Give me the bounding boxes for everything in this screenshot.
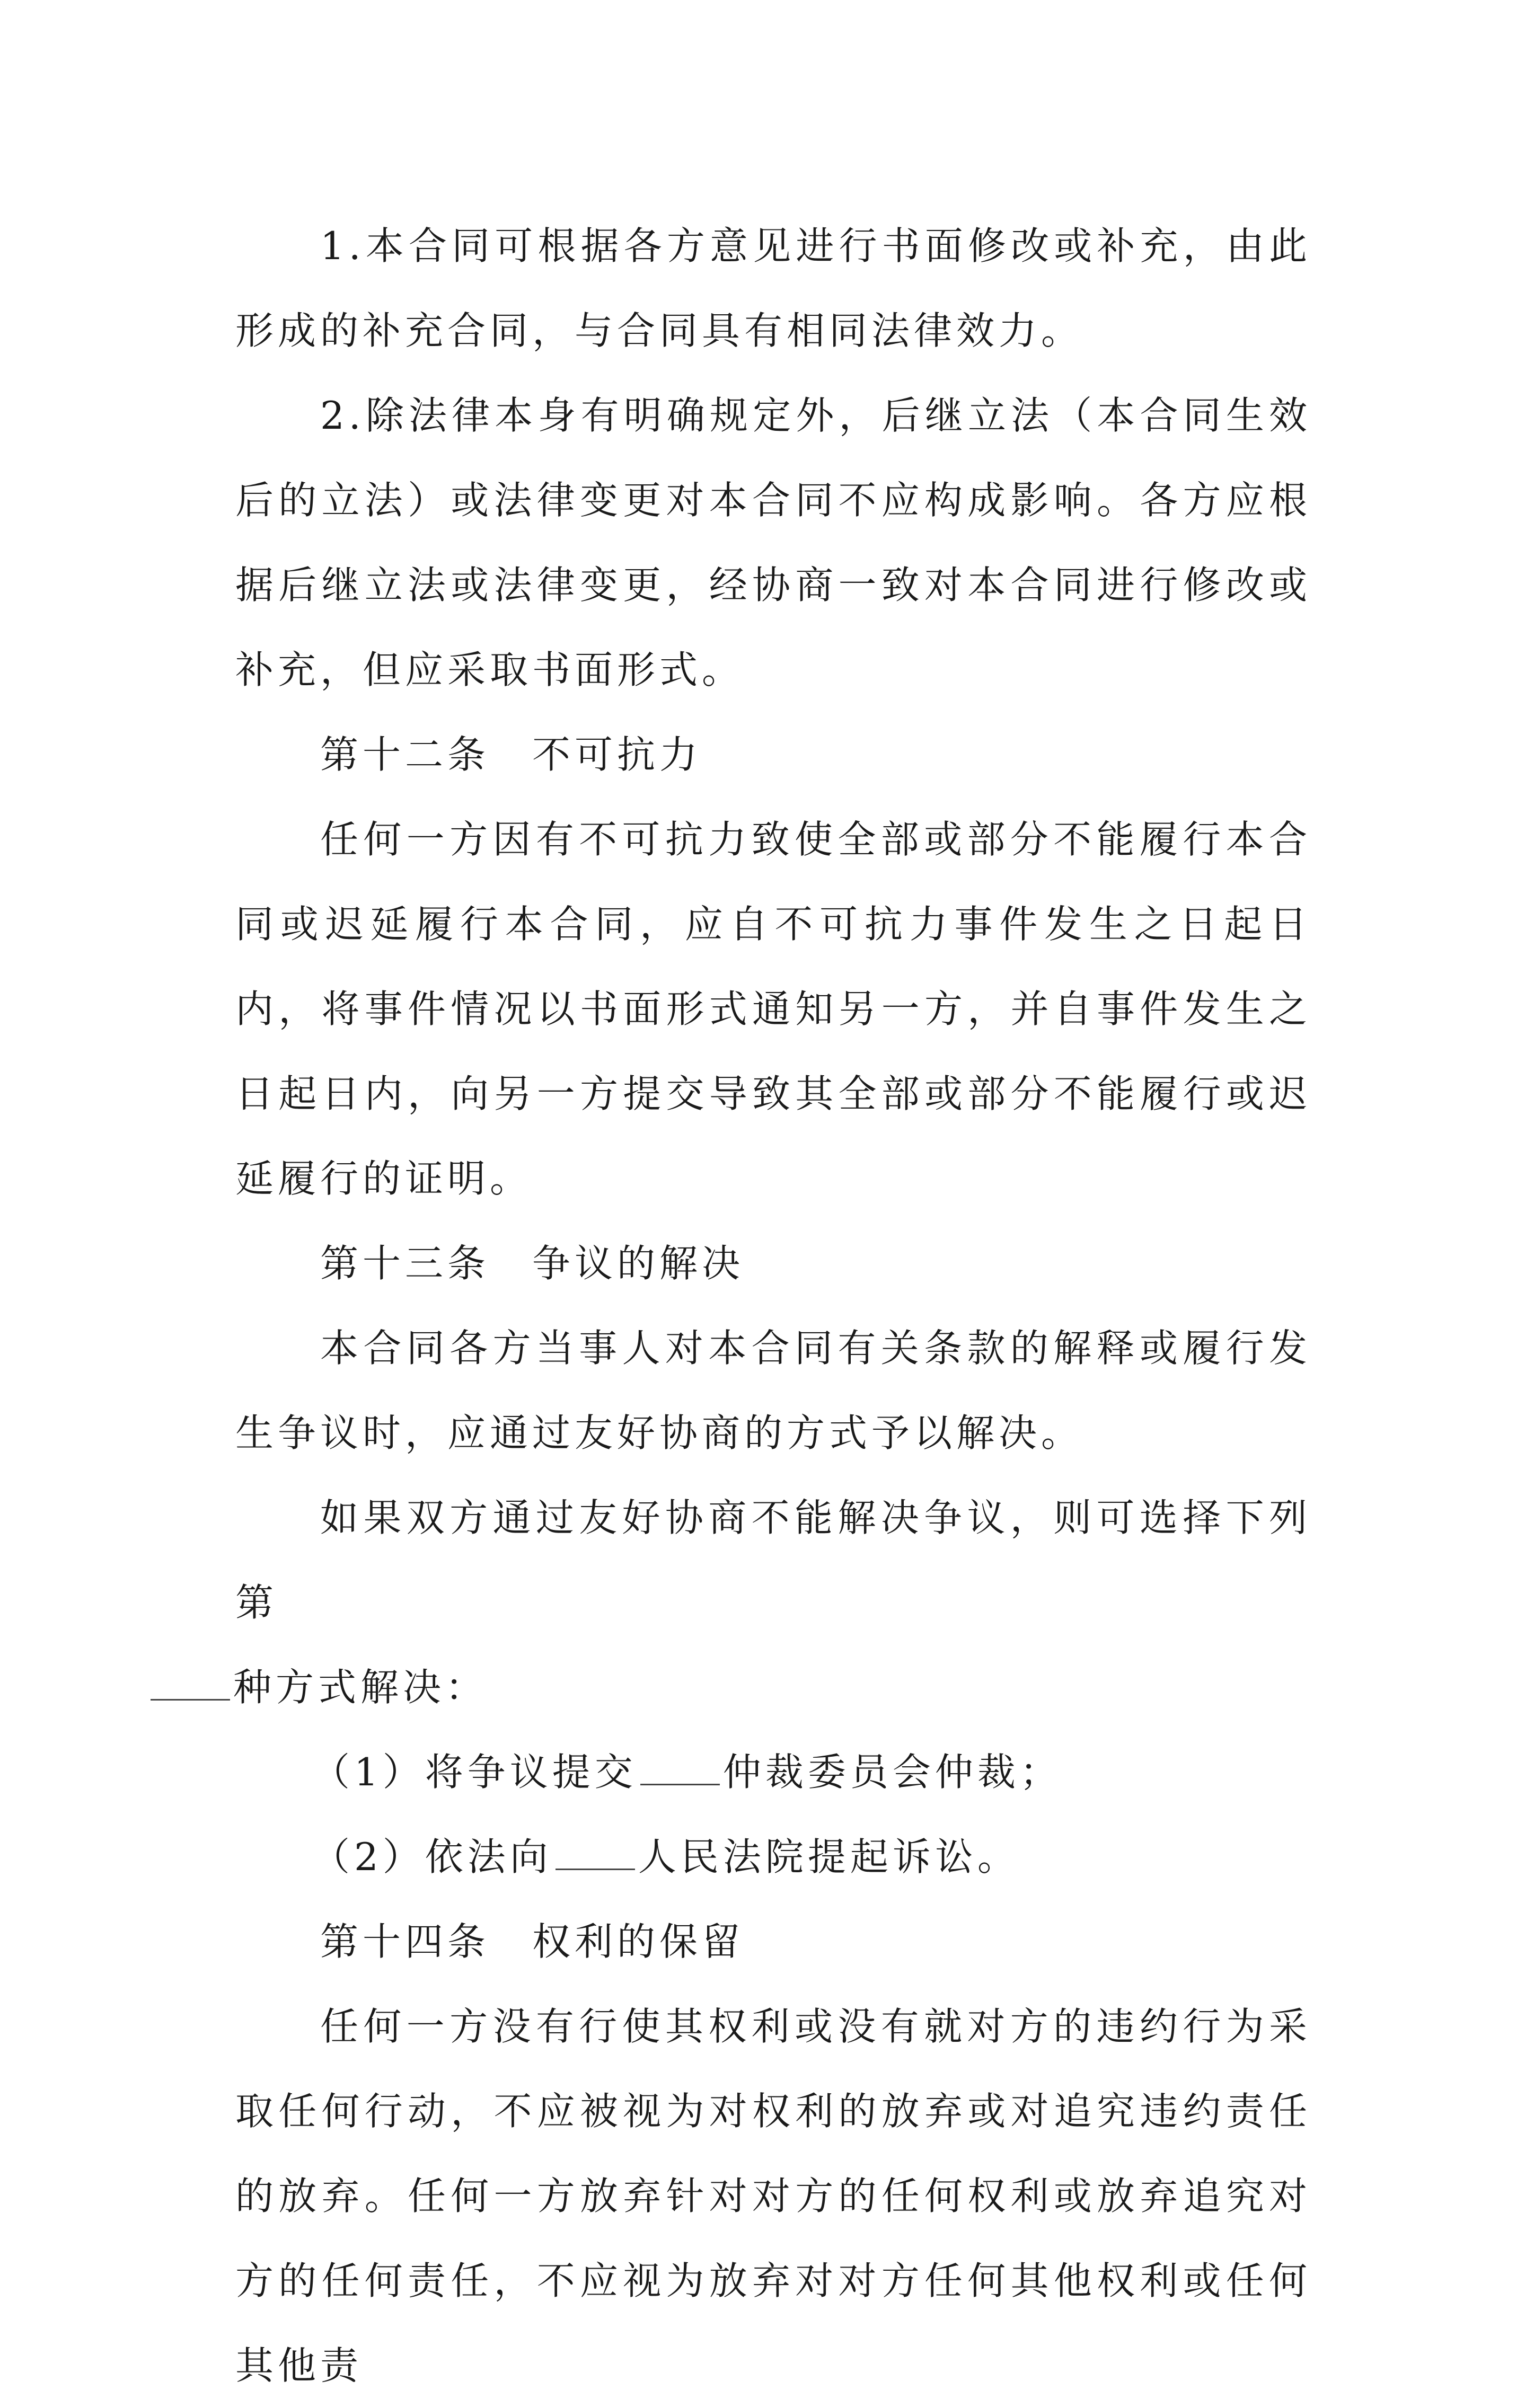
- paragraph-subsequent-legislation: 2.除法律本身有明确规定外，后继立法（本合同生效后的立法）或法律变更对本合同不应构成影响。各方应根据后继立法或法律变更，经协商一致对本合同进行修改或补充，但应采取书面形式。: [235, 393, 1311, 692]
- blank-field-option-number: [151, 1667, 230, 1701]
- paragraph-force-majeure: 任何一方因有不可抗力致使全部或部分不能履行本合同或迟延履行本合同，应自不可抗力事件发生之日起日内，将事件情况以书面形式通知另一方，并自事件发生之日起日内，向另一方提交导致其全部或部分不能履行或迟延履行的证明。: [235, 817, 1311, 1201]
- article-14-number: 第十四条: [320, 1919, 490, 1964]
- option-arbitration: [235, 1730, 1311, 1814]
- blank-field-arbitration-commission: [640, 1752, 720, 1785]
- article-12-heading: [235, 712, 1311, 797]
- document-body: [235, 203, 1311, 2408]
- article-13-title: 争议的解决: [532, 1241, 745, 1286]
- article-12-number: 第十二条: [320, 732, 490, 777]
- paragraph-dispute-options: [235, 1475, 1311, 1730]
- option-arbitration-after: 仲裁委员会仲裁；: [722, 1750, 1062, 1794]
- paragraph-amendment: 1.本合同可根据各方意见进行书面修改或补充，由此形成的补充合同，与合同具有相同法律效力。: [235, 224, 1311, 353]
- article-14-heading: [235, 1899, 1311, 1984]
- option-litigation: [235, 1814, 1311, 1899]
- article-13-heading: [235, 1221, 1311, 1306]
- dispute-options-text-before: 如果双方通过友好协商不能解决争议，则可选择下列第: [235, 1495, 1311, 1625]
- dispute-options-text-after: 种方式解决：: [233, 1665, 488, 1710]
- blank-field-court: [556, 1837, 635, 1870]
- article-12-title: 不可抗力: [532, 732, 702, 777]
- option-litigation-before: （2）依法向: [312, 1835, 552, 1879]
- option-arbitration-before: （1）将争议提交: [312, 1750, 637, 1794]
- article-14-title: 权利的保留: [532, 1919, 745, 1964]
- option-litigation-after: 人民法院提起诉讼。: [638, 1835, 1020, 1879]
- paragraph-reservation-of-rights: 任何一方没有行使其权利或没有就对方的违约行为采取任何行动，不应被视为对权利的放弃或对追究违约责任的放弃。任何一方放弃针对对方的任何权利或放弃追究对方的任何责任，不应视为放弃对对方任何其他权利或任何其他责: [235, 2004, 1311, 2388]
- article-13-number: 第十三条: [320, 1241, 490, 1286]
- paragraph-negotiation: 本合同各方当事人对本合同有关条款的解释或履行发生争议时，应通过友好协商的方式予以解决。: [235, 1326, 1311, 1455]
